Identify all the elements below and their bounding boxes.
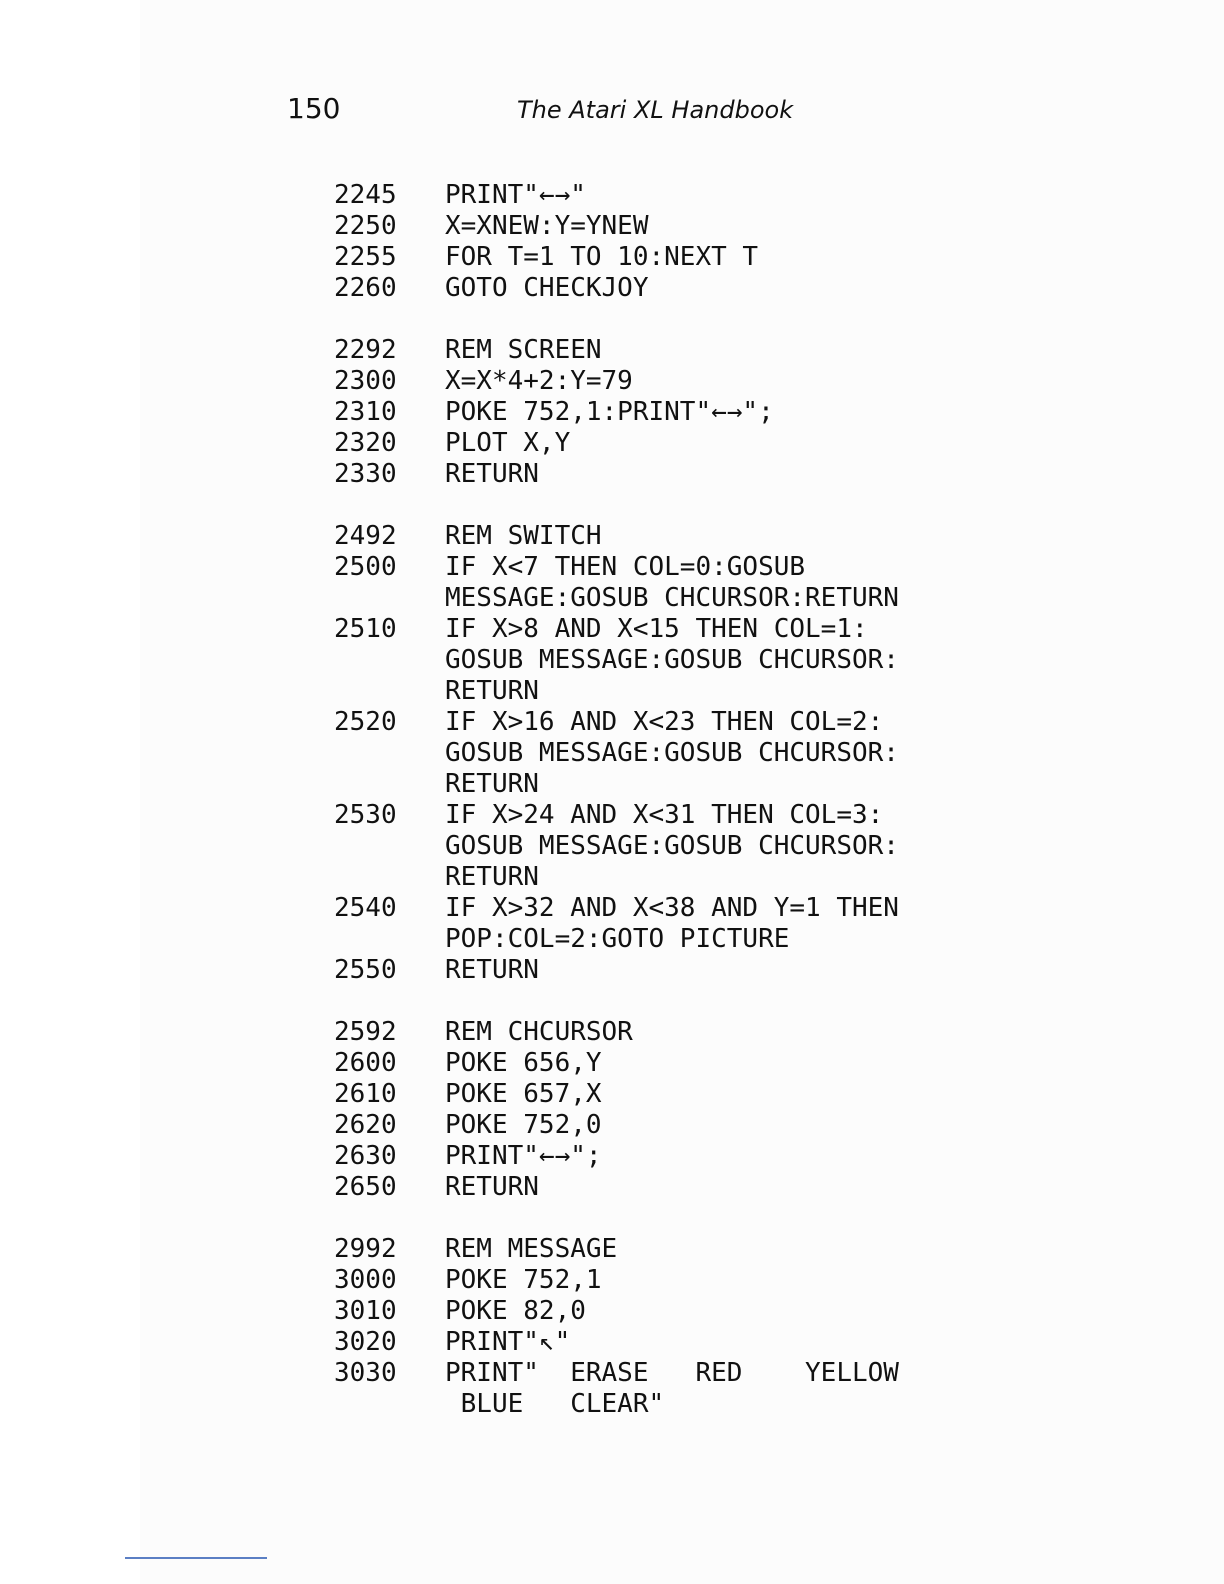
code-line [334, 1110, 1034, 1141]
code-line [334, 1048, 1034, 1079]
line-number: 2245 [334, 180, 397, 210]
code-continuation: BLUE CLEAR" [445, 1389, 665, 1419]
code-line [334, 893, 1034, 924]
code-statement: REM CHCURSOR [445, 1017, 633, 1047]
code-statement: X=XNEW:Y=YNEW [445, 211, 649, 241]
line-number: 2620 [334, 1110, 397, 1140]
code-statement: POKE 752,0 [445, 1110, 602, 1140]
code-block [334, 1017, 1034, 1203]
code-statement: REM SCREEN [445, 335, 602, 365]
line-number: 2530 [334, 800, 397, 830]
code-statement: PLOT X,Y [445, 428, 571, 458]
code-line [334, 1079, 1034, 1110]
code-statement: REM SWITCH [445, 521, 602, 551]
code-continuation: GOSUB MESSAGE:GOSUB CHCURSOR: [445, 831, 899, 861]
code-line [334, 1141, 1034, 1172]
code-block [334, 1234, 1034, 1420]
code-statement: POKE 656,Y [445, 1048, 602, 1078]
line-number: 2600 [334, 1048, 397, 1078]
code-line [334, 1234, 1034, 1265]
code-statement: IF X>32 AND X<38 AND Y=1 THEN [445, 893, 899, 923]
line-number: 2520 [334, 707, 397, 737]
running-title: The Atari XL Handbook [517, 96, 794, 124]
code-statement: X=X*4+2:Y=79 [445, 366, 633, 396]
code-line [334, 1296, 1034, 1327]
code-statement: PRINT"↖" [445, 1327, 571, 1357]
line-number: 2592 [334, 1017, 397, 1047]
code-statement: POKE 752,1 [445, 1265, 602, 1295]
code-continuation: RETURN [445, 862, 539, 892]
code-statement: REM MESSAGE [445, 1234, 618, 1264]
code-line [334, 1358, 1034, 1389]
code-statement: POKE 657,X [445, 1079, 602, 1109]
line-number: 2500 [334, 552, 397, 582]
line-number: 2330 [334, 459, 397, 489]
line-number: 2610 [334, 1079, 397, 1109]
line-number: 2310 [334, 397, 397, 427]
code-statement: IF X<7 THEN COL=0:GOSUB [445, 552, 806, 582]
code-statement: PRINT"←→"; [445, 1141, 602, 1171]
line-number: 3010 [334, 1296, 397, 1326]
line-number: 2260 [334, 273, 397, 303]
line-number: 2300 [334, 366, 397, 396]
line-number: 3030 [334, 1358, 397, 1388]
code-continuation: GOSUB MESSAGE:GOSUB CHCURSOR: [445, 645, 899, 675]
code-line [334, 366, 1034, 397]
code-line [334, 955, 1034, 986]
code-continuation: RETURN [445, 769, 539, 799]
code-statement: IF X>16 AND X<23 THEN COL=2: [445, 707, 884, 737]
code-line [334, 800, 1034, 831]
code-statement: GOTO CHECKJOY [445, 273, 649, 303]
code-line [334, 397, 1034, 428]
code-statement: IF X>8 AND X<15 THEN COL=1: [445, 614, 868, 644]
line-number: 2320 [334, 428, 397, 458]
code-line [334, 335, 1034, 366]
code-line [334, 1017, 1034, 1048]
line-number: 2292 [334, 335, 397, 365]
code-block [334, 180, 1034, 304]
code-line [334, 1265, 1034, 1296]
code-line [334, 614, 1034, 645]
basic-program-listing [334, 180, 1034, 1451]
line-number: 2550 [334, 955, 397, 985]
line-number: 3000 [334, 1265, 397, 1295]
line-number: 2255 [334, 242, 397, 272]
code-statement: PRINT" ERASE RED YELLOW [445, 1358, 899, 1388]
code-statement: PRINT"←→" [445, 180, 586, 210]
code-line [334, 180, 1034, 211]
line-number: 2492 [334, 521, 397, 551]
code-statement: RETURN [445, 1172, 539, 1202]
code-block [334, 335, 1034, 490]
code-statement: RETURN [445, 955, 539, 985]
footer-rule [125, 1557, 267, 1559]
code-line [334, 273, 1034, 304]
line-number: 2510 [334, 614, 397, 644]
code-continuation: MESSAGE:GOSUB CHCURSOR:RETURN [445, 583, 899, 613]
code-statement: POKE 752,1:PRINT"←→"; [445, 397, 774, 427]
line-number: 2630 [334, 1141, 397, 1171]
code-statement: RETURN [445, 459, 539, 489]
code-block [334, 521, 1034, 986]
code-line [334, 552, 1034, 583]
code-line [334, 1172, 1034, 1203]
line-number: 2250 [334, 211, 397, 241]
code-continuation: GOSUB MESSAGE:GOSUB CHCURSOR: [445, 738, 899, 768]
code-line [334, 1327, 1034, 1358]
code-line [334, 707, 1034, 738]
code-line [334, 211, 1034, 242]
code-statement: POKE 82,0 [445, 1296, 586, 1326]
code-line [334, 459, 1034, 490]
line-number: 2650 [334, 1172, 397, 1202]
code-statement: FOR T=1 TO 10:NEXT T [445, 242, 759, 272]
code-line [334, 428, 1034, 459]
line-number: 3020 [334, 1327, 397, 1357]
line-number: 2540 [334, 893, 397, 923]
code-continuation: POP:COL=2:GOTO PICTURE [445, 924, 790, 954]
code-line [334, 242, 1034, 273]
code-line [334, 521, 1034, 552]
code-statement: IF X>24 AND X<31 THEN COL=3: [445, 800, 884, 830]
line-number: 2992 [334, 1234, 397, 1264]
code-continuation: RETURN [445, 676, 539, 706]
page-number: 150 [287, 92, 341, 125]
